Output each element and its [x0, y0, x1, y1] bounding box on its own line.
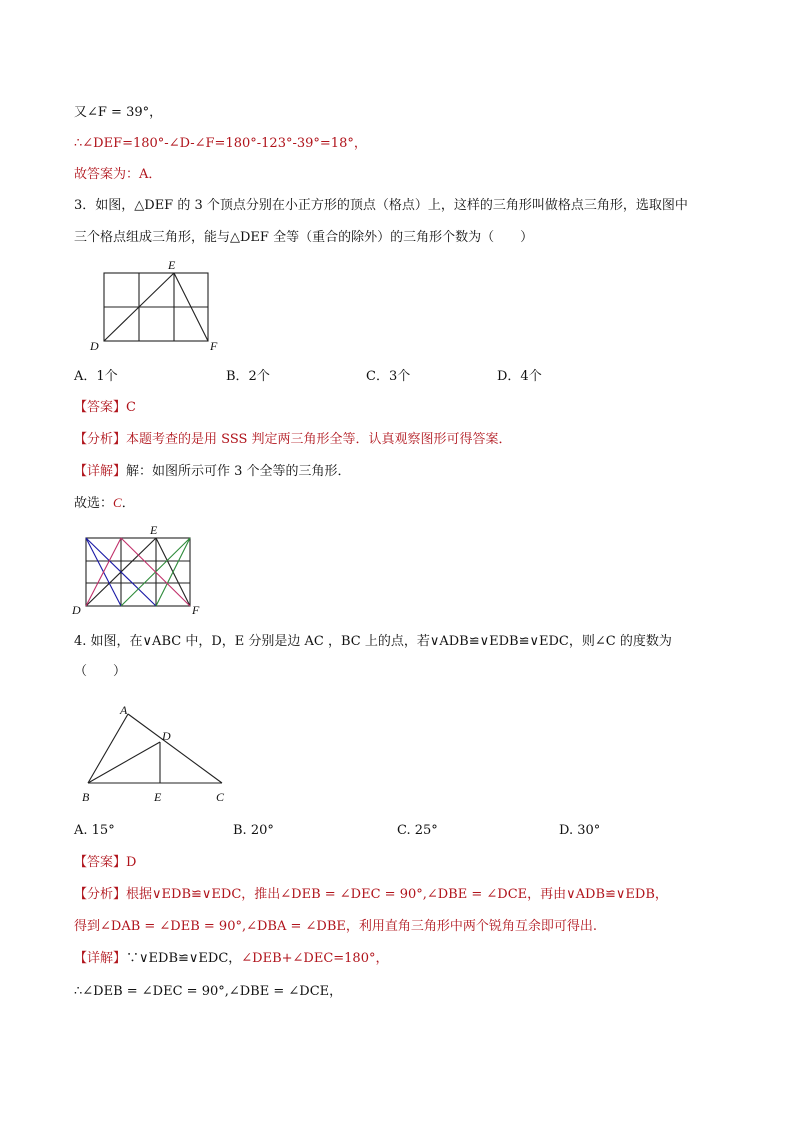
- fig3-label-d: D: [162, 729, 171, 743]
- q4-detail-tag: 【详解】: [74, 951, 127, 966]
- q4-choice-a: A. 15°: [74, 823, 115, 838]
- q3-choose-prefix: 故选：: [74, 496, 114, 511]
- q4-analysis-text: 根据∨EDB≌∨EDC，推出∠DEB = ∠DEC = 90°,∠DBE = ∠DCE，再由∨ADB≌∨EDB，: [126, 887, 668, 902]
- q4-triangle-figure: [76, 700, 236, 806]
- fig1-label-e: E: [168, 258, 176, 272]
- q3-analysis-text: 本题考查的是用 SSS 判定两三角形全等．认真观察图形可得答案．: [126, 432, 512, 447]
- q3-detail: [74, 463, 351, 481]
- q3-choose-value: C: [113, 495, 122, 510]
- q4-choice-c: C. 25°: [397, 823, 438, 838]
- q3-choose: [74, 494, 135, 513]
- q4-line-2: （ ）: [74, 664, 127, 679]
- q3-line-2: 三个格点组成三角形，能与△DEF 全等（重合的除外）的三角形个数为（ ）: [74, 230, 534, 245]
- fig3-label-c: C: [216, 790, 225, 804]
- fig3-label-e: E: [154, 790, 162, 804]
- q4-detail: [74, 950, 388, 968]
- q4-analysis-tag: 【分析】: [74, 887, 127, 902]
- fig2-label-e: E: [150, 523, 158, 537]
- q4-answer-tag: 【答案】: [74, 855, 127, 870]
- q3-choice-a: A．1个: [74, 369, 118, 384]
- q4-analysis-line-2: 得到∠DAB = ∠DEB = 90°,∠DBA = ∠DBE，利用直角三角形中两个锐角互余即可得出.: [74, 919, 598, 934]
- fig3-label-a: A: [120, 703, 128, 717]
- q3-solution-figure: [72, 522, 207, 617]
- q3-choice-d: D．4个: [497, 369, 542, 384]
- line-angle-def: ∴∠DEF=180°-∠D-∠F=180°-123°-39°=18°，: [74, 136, 367, 151]
- q4-last-line: ∴∠DEB = ∠DEC = 90°,∠DBE = ∠DCE，: [74, 984, 343, 999]
- fig1-label-d: D: [90, 339, 99, 353]
- q3-detail-text: 解：如图所示可作 3 个全等的三角形．: [126, 464, 351, 479]
- q3-analysis-tag: 【分析】: [74, 432, 127, 447]
- fig3-label-b: B: [82, 790, 90, 804]
- q3-choose-suffix: ．: [121, 496, 135, 511]
- q3-detail-tag: 【详解】: [74, 464, 127, 479]
- q3-choice-c: C．3个: [366, 369, 411, 384]
- q3-answer: [74, 399, 136, 417]
- q4-analysis: [74, 886, 668, 904]
- q3-answer-tag: 【答案】: [74, 400, 127, 415]
- q3-line-1: 3．如图，△DEF 的 3 个顶点分别在小正方形的顶点（格点）上，这样的三角形叫做格点三角形，选取图中: [74, 198, 688, 213]
- q3-analysis: [74, 431, 512, 449]
- q4-answer: [74, 854, 136, 872]
- q4-line-1: 4. 如图，在∨ABC 中，D，E 分别是边 AC ，BC 上的点，若∨ADB≌∨EDB≌∨EDC，则∠C 的度数为: [74, 634, 672, 649]
- fig1-label-f: F: [210, 339, 218, 353]
- line-answer-a: 故答案为：A．: [74, 167, 162, 182]
- q4-detail-text: ∵∨EDB≌∨EDC，: [126, 951, 242, 966]
- fig2-label-f: F: [192, 603, 200, 617]
- q4-choice-b: B. 20°: [233, 823, 274, 838]
- q4-choice-d: D. 30°: [559, 823, 601, 838]
- q3-answer-value: C: [126, 400, 136, 415]
- q3-choice-b: B．2个: [226, 369, 270, 384]
- q4-answer-value: D: [126, 855, 137, 870]
- fig2-label-d: D: [72, 603, 81, 617]
- q3-grid-figure: [90, 258, 220, 353]
- q4-detail-red: ∠DEB+∠DEC=180°，: [241, 951, 389, 966]
- line-angle-f: 又∠F = 39°，: [74, 105, 163, 120]
